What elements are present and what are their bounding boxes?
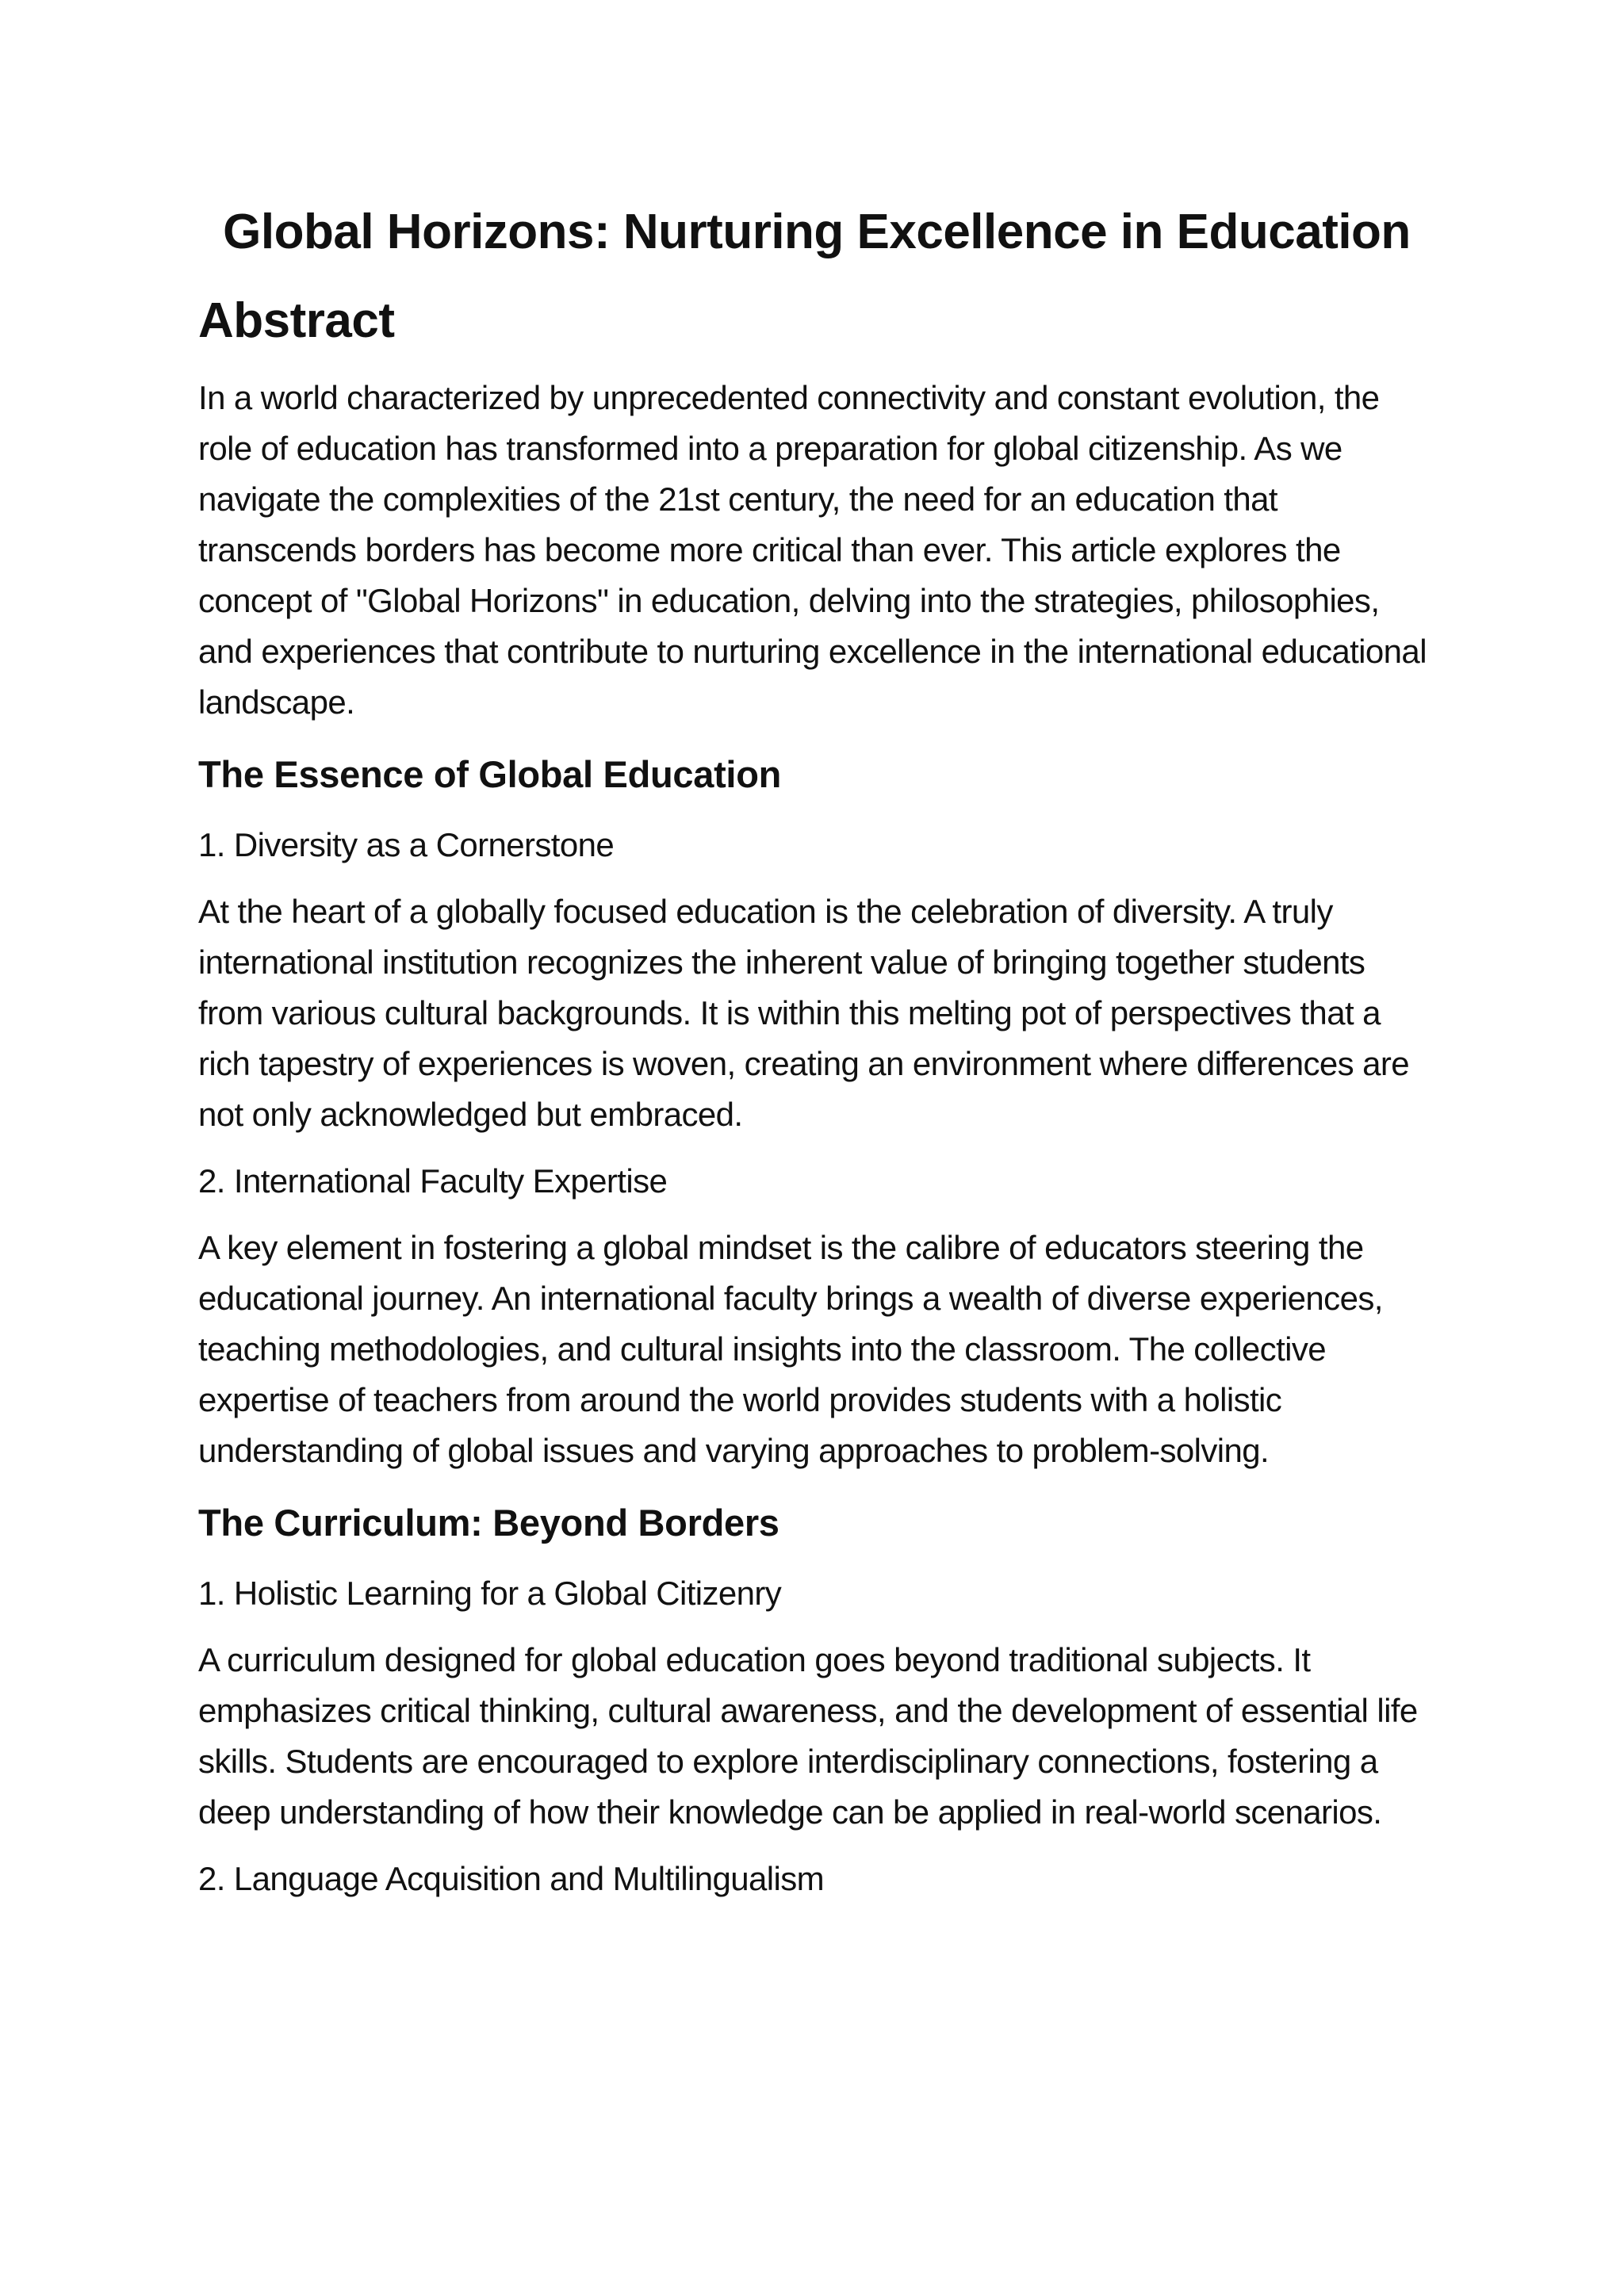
- paragraph-diversity: At the heart of a globally focused education is the celebration of diversity. A truly international institution recognizes the inherent value of bringing together students from various cultural backgrounds. It is within this melting pot of perspectives that a rich tapestry of experiences is woven, creating an environment where differences are not only acknowledged but embraced.: [198, 893, 1409, 1133]
- section-heading-essence: The Essence of Global Education: [198, 753, 782, 795]
- subsection-title-diversity: 1. Diversity as a Cornerstone: [198, 826, 615, 863]
- paragraph-faculty: A key element in fostering a global mindset is the calibre of educators steering the educational journey. An international faculty brings a wealth of diverse experiences, teaching methodologies, and cultural insights into the classroom. The collective expertise of teachers from around the world provides students with a holistic understanding of global issues and varying approaches to problem-solving.: [198, 1229, 1383, 1469]
- document-page: [198, 197, 1435, 1904]
- abstract-heading: Abstract: [198, 293, 395, 348]
- paragraph-holistic: A curriculum designed for global education goes beyond traditional subjects. It emphasizes critical thinking, cultural awareness, and the development of essential life skills. Students are encouraged to explore interdisciplinary connections, fostering a deep understanding of how their knowledge can be applied in real-world scenarios.: [198, 1641, 1418, 1831]
- subsection-title-faculty: 2. International Faculty Expertise: [198, 1162, 668, 1200]
- subsection-title-holistic: 1. Holistic Learning for a Global Citizenry: [198, 1575, 782, 1612]
- abstract-paragraph: In a world characterized by unprecedented connectivity and constant evolution, the role of education has transformed into a preparation for global citizenship. As we navigate the complexities of the 21st century, the need for an education that transcends borders has become more critical than ever. This article explores the concept of "Global Horizons" in education, delving into the strategies, philosophies, and experiences that contribute to nurturing excellence in the international educational landscape.: [198, 379, 1427, 721]
- document-title: Global Horizons: Nurturing Excellence in Education: [223, 205, 1411, 259]
- subsection-title-language: 2. Language Acquisition and Multilingualism: [198, 1860, 825, 1897]
- section-heading-curriculum: The Curriculum: Beyond Borders: [198, 1502, 779, 1544]
